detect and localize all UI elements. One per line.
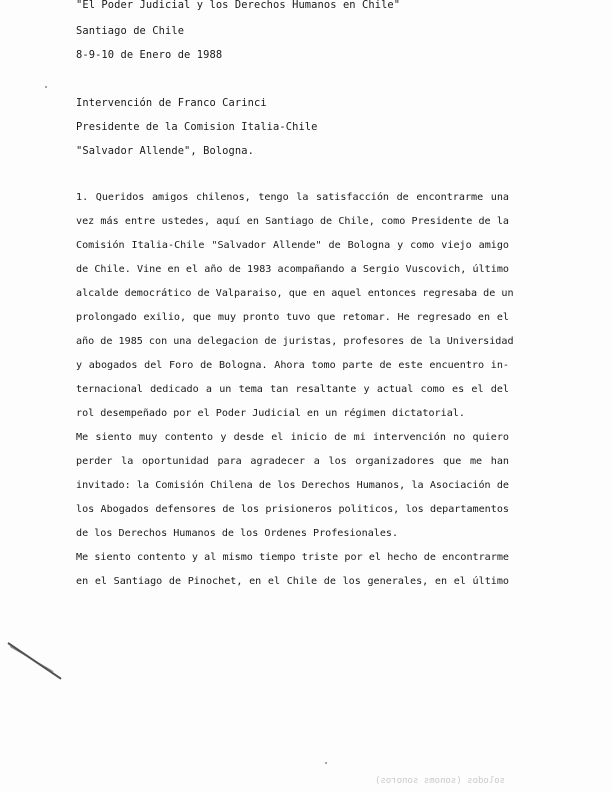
speaker-role: Presidente de la Comision Italia-Chile <box>76 121 318 133</box>
document-place: Santiago de Chile <box>76 25 185 37</box>
speaker-organization: "Salvador Allende", Bologna. <box>76 145 254 157</box>
body-line-3: Comisión Italia-Chile "Salvador Allende" de Bologna y como viejo amigo <box>76 240 509 251</box>
speaker-name: Intervención de Franco Carinci <box>76 97 267 109</box>
pen-stroke-mark-secondary <box>10 646 54 672</box>
body-line-6: prolongado exilio, que muy pronto tuvo que retomar. He regresado en el <box>76 312 509 323</box>
body-line-11: Me siento muy contento y desde el inicio de mi intervención no quiero <box>76 432 509 443</box>
body-line-14: los Abogados defensores de los prisioneros politicos, los departamentos <box>76 504 509 515</box>
body-line-1: 1. Queridos amigos chilenos, tengo la satisfacción de encontrarme una <box>76 192 509 203</box>
speck-mark <box>325 762 327 764</box>
body-line-17: en el Santiago de Pinochet, en el Chile de los generales, en el último <box>76 576 509 587</box>
body-line-9: ternacional dedicado a un tema tan resaltante y actual como es el del <box>76 384 509 395</box>
document-title: "El Poder Judicial y los Derechos Humanos en Chile" <box>76 0 401 11</box>
body-line-13: invitado: la Comisión Chilena de los Derechos Humanos, la Asociación de <box>76 480 509 491</box>
speck-mark <box>45 86 47 88</box>
body-line-10: rol desempeñado por el Poder Judicial en un régimen dictatorial. <box>76 408 465 419</box>
body-line-8: y abogados del Foro de Bologna. Ahora tomo parte de este encuentro in- <box>76 360 509 371</box>
body-line-16: Me siento contento y al mismo tiempo triste por el hecho de encontrarme <box>76 552 509 563</box>
body-line-7: año de 1985 con una delegacion de juristas, profesores de la Universidad <box>76 336 514 347</box>
bleed-through-text: solodos (sonoms sonoros) <box>375 776 506 786</box>
body-line-2: vez más entre ustedes, aquí en Santiago de Chile, como Presidente de la <box>76 216 509 227</box>
body-line-12: perder la oportunidad para agradecer a los organizadores que me han <box>76 456 509 467</box>
body-line-4: de Chile. Vine en el año de 1983 acompañando a Sergio Vuscovich, último <box>76 264 509 275</box>
document-dates: 8-9-10 de Enero de 1988 <box>76 49 223 61</box>
body-line-5: alcalde democrático de Valparaiso, que en aquel entonces regresaba de un <box>76 288 514 299</box>
body-line-15: de los Derechos Humanos de los Ordenes Profesionales. <box>76 528 399 539</box>
